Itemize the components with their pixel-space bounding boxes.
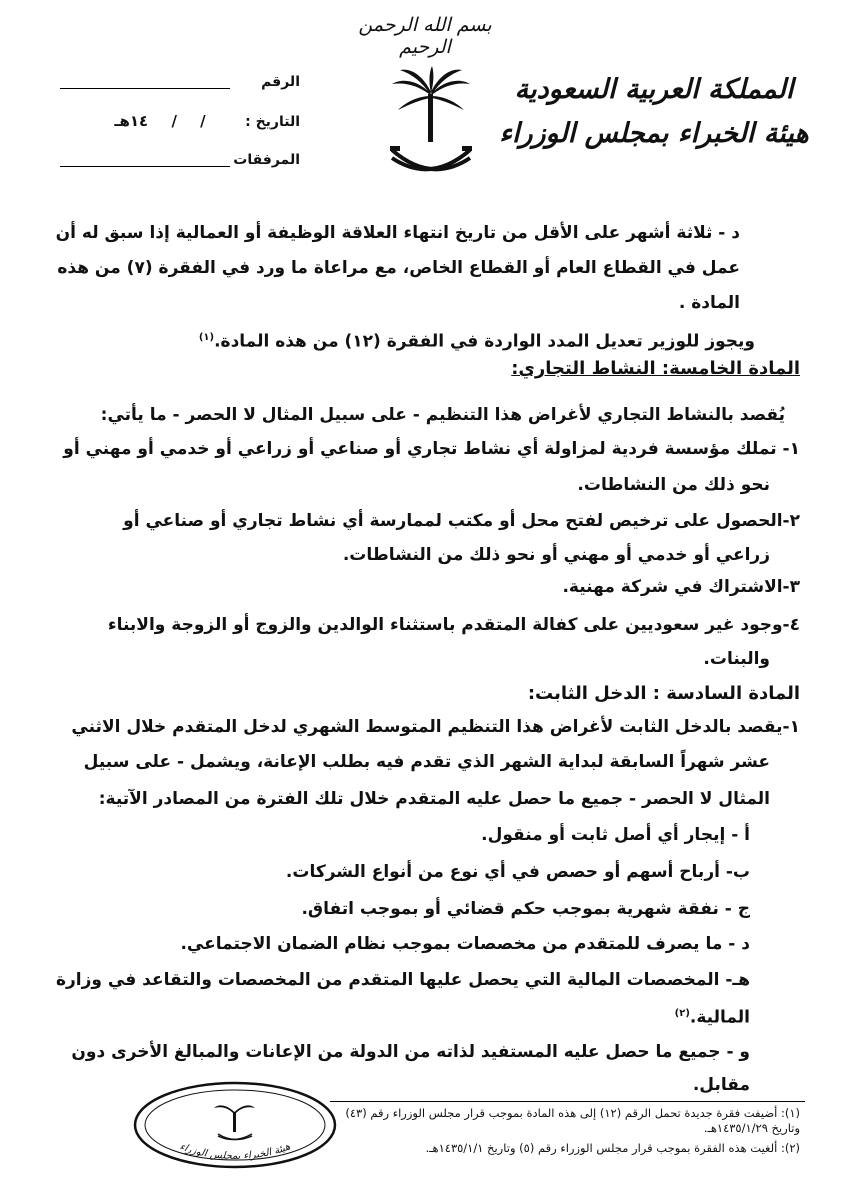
article-5-heading: المادة الخامسة: النشاط التجاري:: [511, 358, 800, 379]
stamp-bottom-text: هيئة الخبراء بمجلس الوزراء: [177, 1141, 292, 1162]
article-6-item-w-line-1: و - جميع ما حصل عليه المستفيد لذاته من الدولة من الإعانات والمبالغ الأخرى دون: [71, 1042, 750, 1062]
article-5-item-4-line-2: والبنات.: [703, 649, 770, 669]
article-6-item-1-line-2: عشر شهراً السابقة لبداية الشهر الذي تقدم فيه بطلب الإعانة، ويشمل - على سبيل: [83, 752, 770, 772]
article-6-item-1-line-3: المثال لا الحصر - جميع ما حصل عليه المتقدم خلال تلك الفترة من المصادر الآتية:: [98, 789, 770, 809]
ref-label: الرقم: [261, 74, 300, 90]
article-6-item-d: د - ما يصرف للمتقدم من مخصصات بموجب نظام الضمان الاجتماعي.: [180, 934, 750, 954]
attachments-line: [60, 166, 230, 167]
article-5-item-1-line-2: نحو ذلك من النشاطات.: [577, 475, 770, 495]
article-5-item-3: ٣-الاشتراك في شركة مهنية.: [562, 577, 800, 597]
footnote-ref-1: (١): [198, 332, 215, 343]
basmala: بسم الله الرحمن الرحيم: [358, 14, 492, 58]
org-name-experts-commission: هيئة الخبراء بمجلس الوزراء: [499, 118, 809, 149]
item-d-line-3: المادة .: [678, 293, 740, 313]
article-5-intro: يُقصد بالنشاط التجاري لأغراض هذا التنظيم - على سبيل المثال لا الحصر - ما يأتي:: [100, 405, 785, 425]
article-6-item-1-line-1: ١-يقصد بالدخل الثابت لأغراض هذا التنظيم المتوسط الشهري لدخل المتقدم خلال الاثني: [71, 717, 800, 737]
article-6-heading: المادة السادسة : الدخل الثابت:: [527, 683, 800, 704]
org-name-kingdom: المملكة العربية السعودية: [514, 74, 794, 105]
footnote-1-line-1: (١): أضيفت فقرة جديدة تحمل الرقم (١٢) إلى هذه المادة بموجب قرار مجلس الوزراء رقم (٤٣): [345, 1106, 800, 1120]
item-d-line-2: عمل في القطاع العام أو القطاع الخاص، مع مراعاة ما ورد في الفقرة (٧) من هذه: [57, 258, 740, 278]
article-6-item-h-line-1: هـ- المخصصات المالية التي يحصل عليها المتقدم من المخصصات والتقاعد في وزارة: [55, 970, 750, 990]
footnote-ref-2: (٢): [674, 1008, 690, 1019]
article-6-item-c: ج - نفقة شهرية بموجب حكم قضائي أو بموجب اتفاق.: [301, 899, 750, 919]
article-5-item-2-line-1: ٢-الحصول على ترخيص لفتح محل أو مكتب لممارسة أي نشاط تجاري أو صناعي أو: [123, 511, 800, 531]
date-label: التاريخ :: [245, 114, 300, 130]
article-6-item-b: ب- أرباح أسهم أو حصص في أي نوع من أنواع الشركات.: [285, 862, 750, 882]
date-value: / / ١٤هـ: [114, 112, 206, 130]
amendment-text: ويجوز للوزير تعديل المدد الواردة في الفقرة (١٢) من هذه المادة.: [214, 331, 755, 352]
article-6-item-w-line-2: مقابل.: [692, 1075, 750, 1095]
date-field: [60, 114, 300, 134]
ref-line: [60, 88, 230, 89]
footnote-2: (٢): ألغيت هذه الفقرة بموجب قرار مجلس الوزراء رقم (٥) وتاريخ ١٤٣٥/١/١هـ.: [425, 1141, 800, 1155]
saudi-emblem-icon: [388, 66, 474, 184]
footnote-divider: [330, 1101, 805, 1102]
article-5-item-2-line-2: زراعي أو خدمي أو مهني أو نحو ذلك من النشاطات.: [342, 545, 770, 565]
article-6-item-h-line-2-wrap: [30, 1003, 750, 1029]
stamp-emblem-icon: [214, 1105, 255, 1139]
attachments-label: المرفقات: [233, 152, 300, 168]
item-d-line-1: د - ثلاثة أشهر على الأقل من تاريخ انتهاء العلاقة الوظيفة أو العمالية إذا سبق له أن: [55, 223, 740, 243]
article-6-item-a: أ - إيجار أي أصل ثابت أو منقول.: [481, 825, 750, 845]
amendment-paragraph: [30, 327, 755, 353]
attachments-field: [60, 152, 300, 172]
ref-number-field: [60, 74, 300, 94]
article-5-item-1-line-1: ١- تملك مؤسسة فردية لمزاولة أي نشاط تجاري أو صناعي أو زراعي أو خدمي أو مهني أو: [63, 439, 800, 459]
article-6-item-h-line-2: المالية.: [689, 1007, 750, 1028]
footnote-1-line-2: وتاريخ ١٤٣٥/١/٢٩هـ.: [703, 1121, 800, 1135]
article-5-item-4-line-1: ٤-وجود غير سعوديين على كفالة المتقدم باستثناء الوالدين والزوج أو الزوجة والابناء: [107, 615, 800, 635]
official-stamp: [130, 1080, 340, 1170]
